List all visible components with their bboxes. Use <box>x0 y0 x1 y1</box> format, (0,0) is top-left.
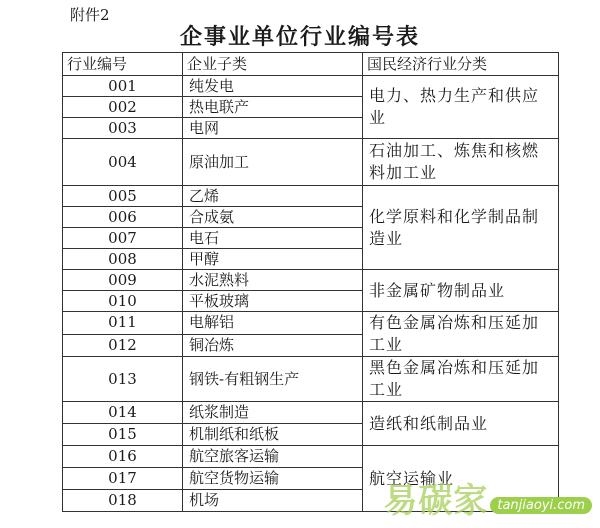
industry-code: 017 <box>63 468 183 490</box>
enterprise-subclass: 电解铝 <box>183 312 363 335</box>
industry-code: 003 <box>63 118 183 139</box>
column-header-category: 国民经济行业分类 <box>363 53 559 76</box>
industry-code: 015 <box>63 424 183 446</box>
industry-code: 006 <box>63 207 183 228</box>
industry-code: 008 <box>63 249 183 270</box>
industry-category: 非金属矿物制品业 <box>363 270 559 312</box>
attachment-label: 附件2 <box>70 6 110 24</box>
industry-code: 011 <box>63 312 183 335</box>
watermark-logo-text: 易碳家 <box>383 481 489 521</box>
table-row <box>63 446 559 468</box>
site-watermark <box>383 473 592 522</box>
table-row <box>63 76 559 97</box>
enterprise-subclass: 热电联产 <box>183 97 363 118</box>
industry-category: 黑色金属冶炼和压延加工业 <box>363 357 559 402</box>
enterprise-subclass: 钢铁-有粗钢生产 <box>183 357 363 402</box>
enterprise-subclass: 乙烯 <box>183 186 363 207</box>
watermark-domain: tanjiaoyi.com <box>490 497 592 514</box>
industry-code: 005 <box>63 186 183 207</box>
table-row <box>63 139 559 186</box>
industry-code: 014 <box>63 402 183 424</box>
industry-code: 002 <box>63 97 183 118</box>
enterprise-subclass: 合成氨 <box>183 207 363 228</box>
enterprise-subclass: 机场 <box>183 490 363 512</box>
enterprise-subclass: 铜冶炼 <box>183 334 363 357</box>
table-row <box>63 312 559 335</box>
enterprise-subclass: 原油加工 <box>183 139 363 186</box>
industry-code: 016 <box>63 446 183 468</box>
enterprise-subclass: 平板玻璃 <box>183 291 363 312</box>
industry-code: 009 <box>63 270 183 291</box>
industry-code: 007 <box>63 228 183 249</box>
industry-category: 电力、热力生产和供应业 <box>363 76 559 139</box>
enterprise-subclass: 水泥熟料 <box>183 270 363 291</box>
enterprise-subclass: 航空货物运输 <box>183 468 363 490</box>
table-row <box>63 270 559 291</box>
industry-category: 化学原料和化学制品制造业 <box>363 186 559 270</box>
industry-code-table <box>62 52 559 512</box>
industry-code: 001 <box>63 76 183 97</box>
enterprise-subclass: 电石 <box>183 228 363 249</box>
industry-category: 造纸和纸制品业 <box>363 402 559 446</box>
table-row <box>63 402 559 424</box>
page-title: 企事业单位行业编号表 <box>179 24 420 50</box>
industry-category: 石油加工、炼焦和核燃料加工业 <box>363 139 559 186</box>
industry-code: 004 <box>63 139 183 186</box>
industry-category: 航空运输业 <box>363 446 559 512</box>
column-header-code: 行业编号 <box>63 53 183 76</box>
table-header-row <box>63 53 559 76</box>
table-row <box>63 186 559 207</box>
industry-code: 010 <box>63 291 183 312</box>
table-row <box>63 357 559 402</box>
industry-code: 013 <box>63 357 183 402</box>
enterprise-subclass: 纸浆制造 <box>183 402 363 424</box>
industry-code: 018 <box>63 490 183 512</box>
enterprise-subclass: 甲醇 <box>183 249 363 270</box>
enterprise-subclass: 纯发电 <box>183 76 363 97</box>
industry-category: 有色金属冶炼和压延加工业 <box>363 312 559 357</box>
enterprise-subclass: 机制纸和纸板 <box>183 424 363 446</box>
industry-code: 012 <box>63 334 183 357</box>
column-header-subclass: 企业子类 <box>183 53 363 76</box>
enterprise-subclass: 电网 <box>183 118 363 139</box>
enterprise-subclass: 航空旅客运输 <box>183 446 363 468</box>
